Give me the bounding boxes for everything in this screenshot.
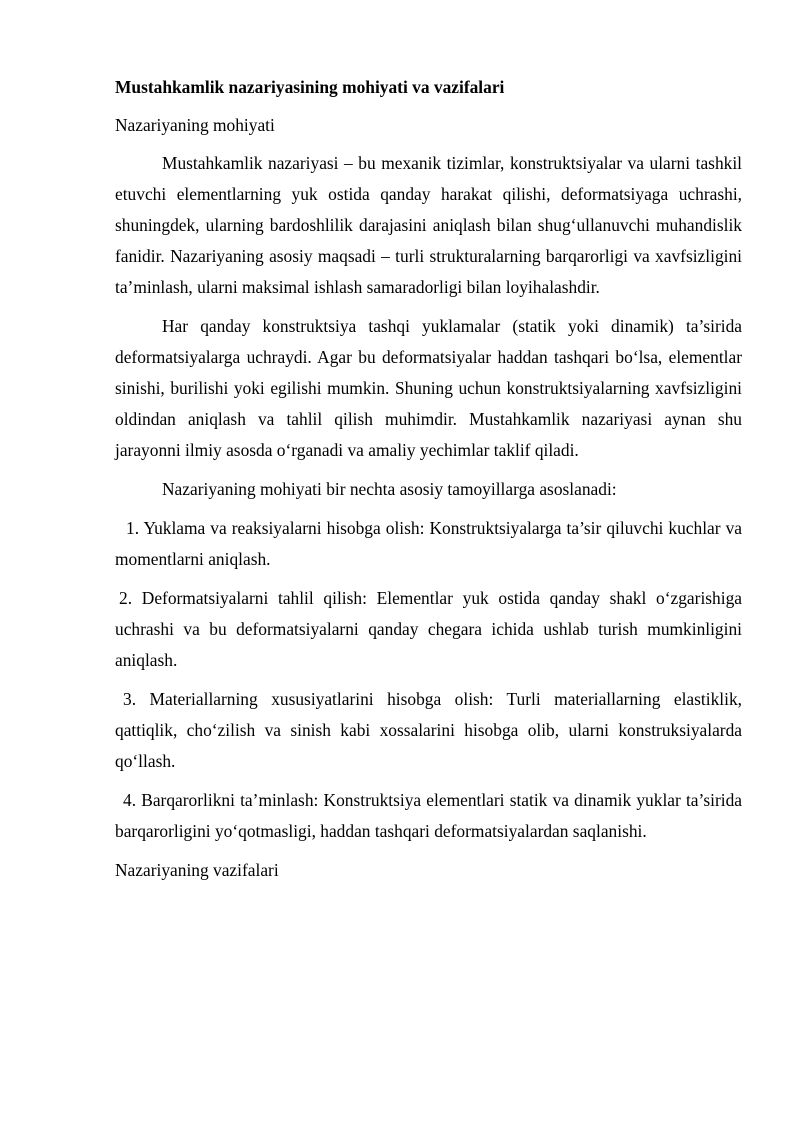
document-title: Mustahkamlik nazariyasining mohiyati va vazifalari [115, 77, 505, 97]
body-paragraph: Har qanday konstruktsiya tashqi yuklamalar (statik yoki dinamik) ta’sirida deformatsiyalarga uchraydi. Agar bu deformatsiyalar haddan tashqari bo‘lsa, elementlar sinishi, burilishi yoki egilishi mumkin. Shuning uchun konstruktsiyalarning xavfsizligini oldindan aniqlash va tahlil qilish muhimdir. Mustahkamlik nazariyasi aynan shu jarayonni ilmiy asosda o‘rganadi va amaliy yechimlar taklif qiladi. [115, 316, 742, 460]
body-paragraph: Nazariyaning mohiyati bir nechta asosiy tamoyillarga asoslanadi: [162, 479, 617, 499]
list-item: 1. Yuklama va reaksiyalarni hisobga olish: Konstruktsiyalarga ta’sir qiluvchi kuchlar va momentlarni aniqlash. [115, 518, 742, 569]
body-paragraph: Mustahkamlik nazariyasi – bu mexanik tizimlar, konstruktsiyalar va ularni tashkil etuvchi elementlarning yuk ostida qanday harakat qilishi, deformatsiyaga uchrashi, shuningdek, ularning bardoshlilik darajasini aniqlash bilan shug‘ullanuvchi muhandislik fanidir. Nazariyaning asosiy maqsadi – turli strukturalarning barqarorligi va xavfsizligini ta’minlash, ularni maksimal ishlash samaradorligi bilan loyihalashdir. [115, 153, 742, 297]
section-heading-mohiyati: Nazariyaning mohiyati [115, 115, 275, 135]
section-heading-vazifalari: Nazariyaning vazifalari [115, 860, 279, 880]
document-body [115, 72, 742, 886]
list-item: 2. Deformatsiyalarni tahlil qilish: Elementlar yuk ostida qanday shakl o‘zgarishiga uchrashi va bu deformatsiyalarni qanday chegara ichida ushlab turish mumkinligini aniqlash. [115, 588, 742, 670]
list-item: 3. Materiallarning xususiyatlarini hisobga olish: Turli materiallarning elastiklik, qattiqlik, cho‘zilish va sinish kabi xossalarini hisobga olib, ularni konstruksiyalarda qo‘llash. [115, 689, 742, 771]
list-item: 4. Barqarorlikni ta’minlash: Konstruktsiya elementlari statik va dinamik yuklar ta’sirida barqarorligini yo‘qotmasligi, haddan tashqari deformatsiyalardan saqlanishi. [115, 790, 742, 841]
